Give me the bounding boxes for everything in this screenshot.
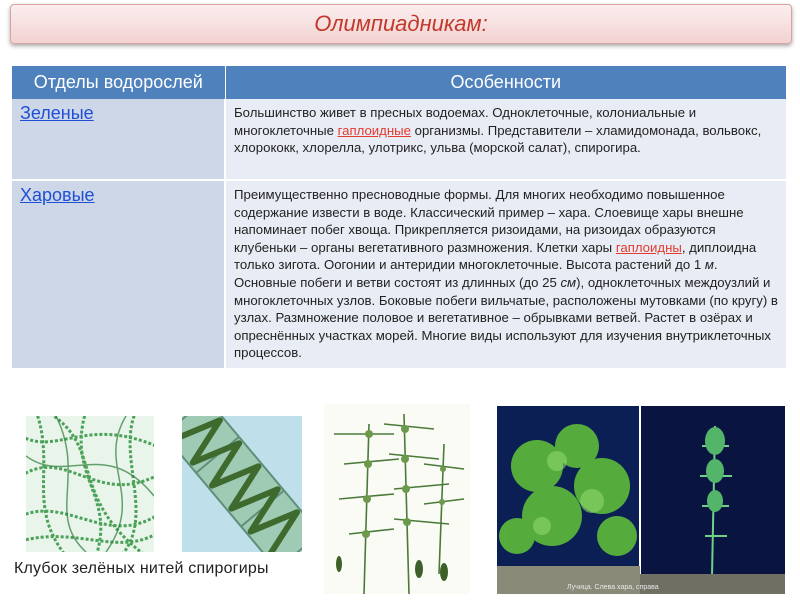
description-cell <box>225 180 786 369</box>
description-text: м <box>704 257 714 273</box>
spirogyra-caption: Клубок зелёных нитей спирогиры <box>14 560 269 577</box>
table-header-row <box>12 66 786 99</box>
chara-aquarium-photo <box>497 406 785 594</box>
spirogyra-cell-photo <box>182 416 302 552</box>
division-link-charophyta[interactable]: Харовые <box>20 185 95 205</box>
table-row <box>12 180 786 369</box>
division-cell <box>12 180 225 369</box>
description-text: ), одноклеточных междоузлий и многоклеточных узлов. Боковые побеги вильчатые, расположены мутовками (по кругу) в узлах. Размножение половое и вегетативное – обрывками ветвей. Растет в озёрах и опреснённых участках морей. Многие виды используют для изучения внутриклеточных процессов. <box>234 274 778 361</box>
slide-title: Олимпиадникам: <box>314 11 488 36</box>
description-text: . Основные побеги и ветви состоят из длинных (до 25 <box>234 257 718 290</box>
algae-table <box>12 66 786 370</box>
spirogyra-tangle-photo <box>26 416 154 552</box>
division-cell <box>12 99 225 180</box>
header-features: Особенности <box>225 66 786 99</box>
photo-caption: Лучица. Слева хара, справа <box>567 584 659 591</box>
table-row <box>12 99 786 180</box>
description-text: Преимущественно пресноводные формы. Для многих необходимо повышенное содержание извести в воде. Классический пример – хара. Слоевище хары внешне напоминает побег хвоща. Прикрепляется ризоидами, на ризоидах образуются клубеньки – органы вегетативного размножения. Клетки хары <box>234 187 744 255</box>
description-text: организмы. Представители – хламидомонада, вольвокс, хлорококк, хлорелла, улотрикс, ульва (морской салат), спирогира. <box>234 122 762 156</box>
chara-illustration <box>324 404 470 594</box>
slide-title-box <box>10 4 792 44</box>
haploid-link[interactable]: гаплоидные <box>337 122 411 138</box>
header-division: Отделы водорослей <box>12 66 225 99</box>
division-link-green[interactable]: Зеленые <box>20 103 94 123</box>
description-text: см <box>560 274 577 290</box>
haploid-link[interactable]: гаплоидны <box>615 239 682 255</box>
description-text: Большинство живет в пресных водоемах. Одноклеточные, колониальные и многоклеточные <box>234 105 697 138</box>
description-cell <box>225 99 786 180</box>
description-text: , диплоидна только зигота. Оогонии и антеридии многоклеточные. Высота растений до 1 <box>234 239 757 273</box>
